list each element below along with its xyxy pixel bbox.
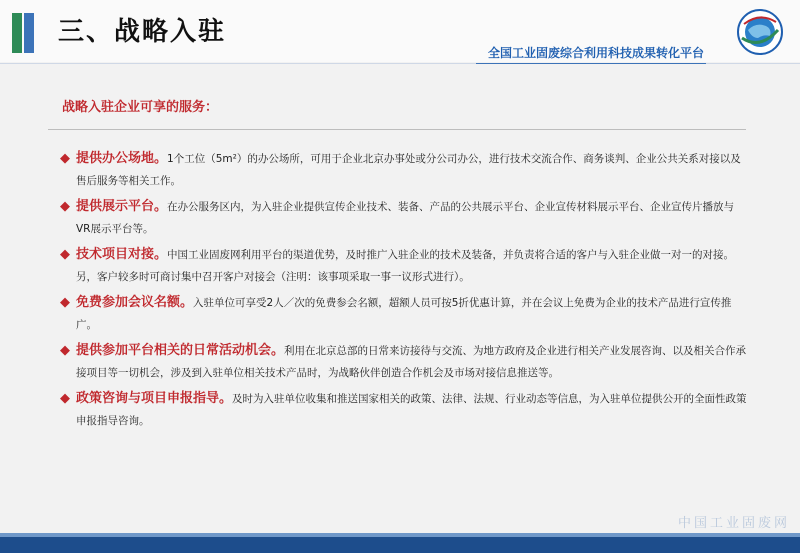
item-title: 提供办公场地。	[76, 151, 168, 166]
watermark: 中国工业固废网	[677, 516, 790, 531]
accent-bar-blue	[24, 13, 34, 53]
item-text: 中国工业固废网利用平台的渠道优势，及时推广入驻企业的技术及装备，并负责将合适的客户与入驻企业做一对一的对接。另，客户较多时可商讨集中召开客户对接会（注明：该事项采取一事一议形式进行）。	[76, 249, 735, 283]
item-title: 提供参加平台相关的日常活动机会。	[76, 343, 285, 358]
diamond-bullet-icon: ◆	[60, 151, 70, 166]
header-rule-right	[706, 63, 800, 64]
header-rule-left	[0, 63, 476, 64]
footer-stripe	[0, 537, 800, 553]
diamond-bullet-icon: ◆	[60, 295, 70, 310]
section-subtitle: 战略入驻企业可享的服务：	[62, 100, 219, 115]
list-item	[58, 340, 748, 384]
service-list	[58, 148, 748, 436]
item-title: 政策咨询与项目申报指导。	[76, 391, 233, 406]
list-item	[58, 244, 748, 288]
item-text: 在办公服务区内，为入驻企业提供宣传企业技术、装备、产品的公共展示平台、企业宣传材料展示平台、企业宣传片播放与VR展示平台等。	[76, 201, 735, 235]
item-text: 1个工位（5m²）的办公场所，可用于企业北京办事处或分公司办公，进行技术交流合作、商务谈判、企业公共关系对接以及售后服务等相关工作。	[76, 153, 741, 187]
accent-bar-green	[12, 13, 22, 53]
item-title: 技术项目对接。	[76, 247, 168, 262]
list-item	[58, 292, 748, 336]
item-text: 入驻单位可享受2人／次的免费参会名额，超额人员可按5折优惠计算，并在会议上免费为企业的技术产品进行宣传推广。	[76, 297, 732, 331]
platform-brand: 全国工业固废综合利用科技成果转化平台	[484, 44, 708, 62]
diamond-bullet-icon: ◆	[60, 391, 70, 406]
slide-title: 三、战略入驻	[58, 17, 227, 47]
list-item	[58, 196, 748, 240]
list-item	[58, 388, 748, 432]
item-text: 利用在北京总部的日常来访接待与交流、为地方政府及企业进行相关产业发展咨询、以及相关合作承接项目等一切机会，涉及到入驻单位相关技术产品时，为战略伙伴创造合作机会及市场对接信息推送等。	[76, 345, 747, 379]
diamond-bullet-icon: ◆	[60, 343, 70, 358]
item-title: 提供展示平台。	[76, 199, 168, 214]
diamond-bullet-icon: ◆	[60, 247, 70, 262]
header-rule-accent	[476, 63, 706, 64]
item-text: 及时为入驻单位收集和推送国家相关的政策、法律、法规、行业动态等信息，为入驻单位提供公开的全面性政策申报指导咨询。	[76, 393, 747, 427]
list-item	[58, 148, 748, 192]
section-divider	[48, 129, 746, 130]
globe-logo-icon	[736, 8, 784, 56]
diamond-bullet-icon: ◆	[60, 199, 70, 214]
item-title: 免费参加会议名额。	[76, 295, 194, 310]
